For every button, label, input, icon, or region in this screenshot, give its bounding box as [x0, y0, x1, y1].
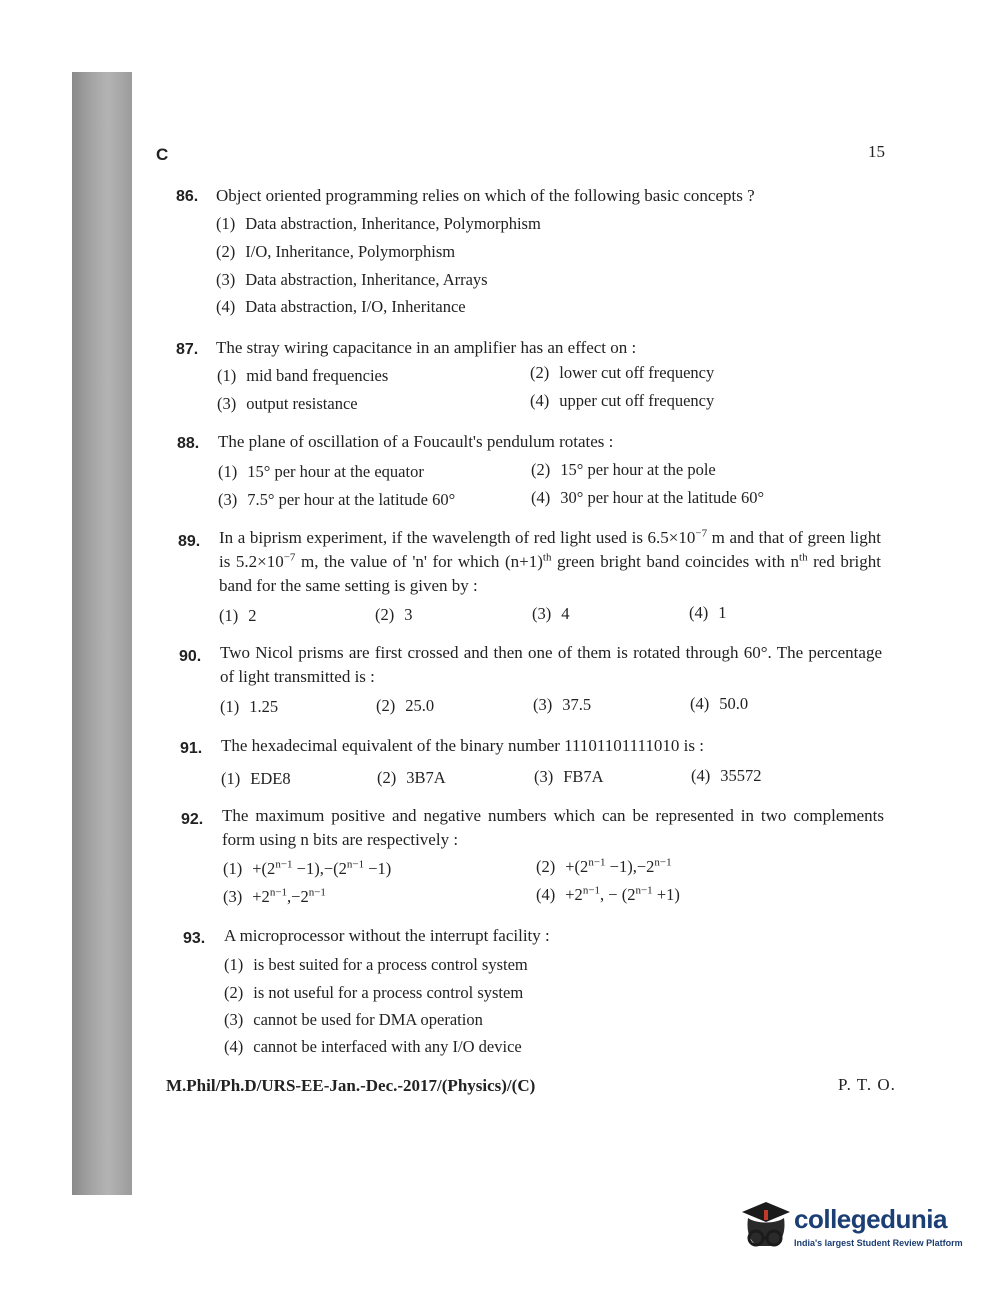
question-number: 89.	[178, 533, 201, 550]
option-3: (3) 4	[532, 604, 570, 623]
option-2: (2) is not useful for a process control system	[224, 983, 524, 1002]
option-1: (1) mid band frequencies	[217, 366, 389, 385]
graduate-logo-icon	[736, 1198, 794, 1258]
footer-pto: P. T. O.	[838, 1075, 896, 1094]
option-1: (1) is best suited for a process control system	[224, 955, 528, 974]
question-number: 88.	[177, 435, 200, 452]
question-text: The stray wiring capacitance in an amplifier has an effect on :	[216, 338, 637, 357]
question-number: 93.	[183, 930, 206, 947]
question-text: The plane of oscillation of a Foucault's pendulum rotates :	[218, 432, 614, 451]
option-3: (3) 7.5° per hour at the latitude 60°	[218, 490, 456, 509]
option-4: (4) Data abstraction, I/O, Inheritance	[216, 297, 466, 316]
option-2: (2) 3B7A	[377, 768, 446, 787]
option-3: (3) FB7A	[534, 767, 604, 786]
option-4: (4) 30° per hour at the latitude 60°	[531, 488, 765, 507]
option-4: (4) 50.0	[690, 694, 749, 713]
option-2: (2) I/O, Inheritance, Polymorphism	[216, 242, 456, 261]
option-4: (4) 35572	[691, 766, 762, 785]
set-code: C	[156, 145, 169, 164]
question-number: 90.	[179, 648, 202, 665]
option-2: (2) 25.0	[376, 696, 435, 715]
option-4: $(4) +2^{n-1}$, − $(2^{n-1} +1)$	[536, 884, 680, 904]
question-number: 92.	[181, 811, 204, 828]
watermark-tagline: India's largest Student Review Platform	[794, 1238, 963, 1248]
option-1: $(1) +(2^{n-1} -1),-(2^{n-1} -1)$	[223, 858, 392, 878]
option-3: $(3) +2^{n-1},-2^{n-1}$	[223, 886, 326, 906]
question-text: In a biprism experiment, if the wavelength of red light used is $6.5\times 10^{-7}$ m and that of green light is $5.2\times 10^{-7}$ m, the value of 'n' for which $(n+1)^{th}$ green bright band coincides with $n^{th}$ red bright band for the same setting is given by :	[219, 527, 881, 595]
option-1: (1) EDE8	[221, 769, 291, 788]
question-text: Two Nicol prisms are first crossed and then one of them is rotated through 60°. The percentage of light transmitted is :	[220, 643, 882, 686]
option-4: (4) cannot be interfaced with any I/O device	[224, 1037, 522, 1056]
watermark-brand-name: collegedunia	[794, 1204, 947, 1234]
option-2: (2) 3	[375, 605, 413, 624]
option-3: (3) output resistance	[217, 394, 358, 413]
scan-binding-shadow	[72, 72, 132, 1195]
question-number: 86.	[176, 188, 199, 205]
option-1: (1) 2	[219, 606, 257, 625]
option-4: (4) 1	[689, 603, 727, 622]
footer-paper-code: M.Phil/Ph.D/URS-EE-Jan.-Dec.-2017/(Physics)/(C)	[166, 1076, 536, 1095]
option-3: (3) cannot be used for DMA operation	[224, 1010, 483, 1029]
option-2: (2) 15° per hour at the pole	[531, 460, 716, 479]
option-4: (4) upper cut off frequency	[530, 391, 715, 410]
page-number: 15	[868, 142, 885, 161]
option-2: $(2) +(2^{n-1} -1),-2^{n-1}$	[536, 856, 672, 876]
collegedunia-watermark	[736, 1198, 966, 1268]
option-1: (1) 15° per hour at the equator	[218, 462, 424, 481]
option-2: (2) lower cut off frequency	[530, 363, 715, 382]
option-1: (1) Data abstraction, Inheritance, Polymorphism	[216, 214, 541, 233]
option-3: (3) Data abstraction, Inheritance, Arrays	[216, 270, 488, 289]
option-3: (3) 37.5	[533, 695, 592, 714]
question-text: The hexadecimal equivalent of the binary number 11101101111010 is :	[221, 736, 704, 755]
question-number: 87.	[176, 341, 199, 358]
question-number: 91.	[180, 740, 203, 757]
option-1: (1) 1.25	[220, 697, 279, 716]
question-text: Object oriented programming relies on which of the following basic concepts ?	[216, 186, 755, 205]
question-text: A microprocessor without the interrupt facility :	[224, 926, 550, 945]
question-text: The maximum positive and negative numbers which can be represented in two complements form using n bits are respectively :	[222, 806, 884, 849]
